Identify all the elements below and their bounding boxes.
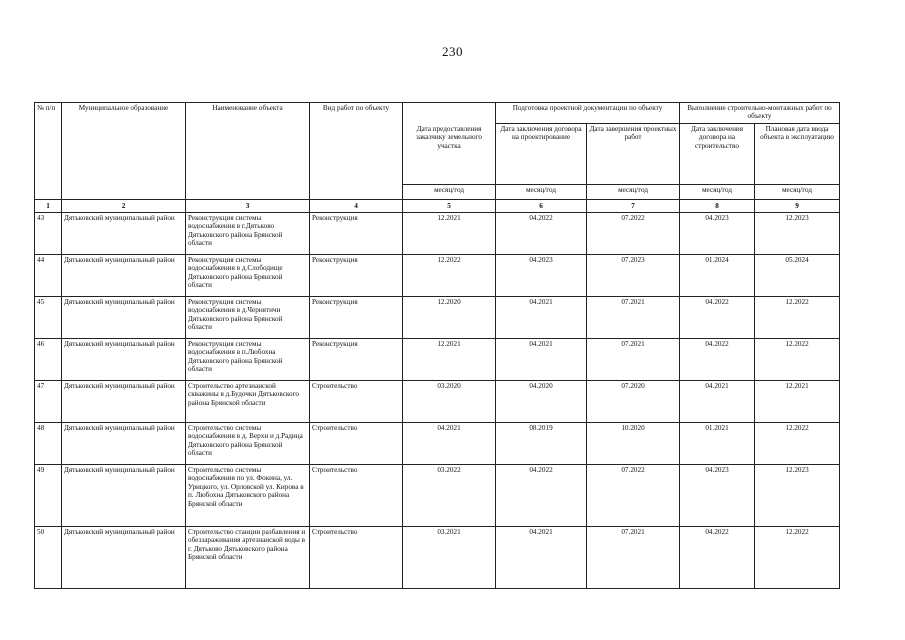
page-number: 230 xyxy=(442,44,463,59)
commission-date-cell: 12.2023 xyxy=(755,213,840,255)
row-number: 50 xyxy=(35,527,62,589)
object-name-cell: Строительство станции разбавления и обеззараживания артезианской воды в г. Дятьково Дятьковского района Брянской области xyxy=(186,527,310,589)
table-row xyxy=(35,527,840,589)
design-contract-date-cell: 04.2020 xyxy=(496,381,587,423)
header-design-group: Подготовка проектной документации по объекту xyxy=(496,103,680,124)
construction-contract-date-cell: 01.2024 xyxy=(680,255,755,297)
column-number: 7 xyxy=(587,200,680,213)
header-commission: Плановая дата ввода объекта в эксплуатацию xyxy=(755,124,840,185)
commission-date-cell: 12.2022 xyxy=(755,297,840,339)
row-number: 45 xyxy=(35,297,62,339)
table-row xyxy=(35,255,840,297)
land-date-cell: 03.2021 xyxy=(403,527,496,589)
header-object-name: Наименование объекта xyxy=(186,103,310,200)
object-name-cell: Реконструкция системы водоснабжения в г.Дятьково Дятьковского района Брянской области xyxy=(186,213,310,255)
land-date-cell: 03.2020 xyxy=(403,381,496,423)
schedule-table xyxy=(34,102,840,589)
design-done-date-cell: 07.2021 xyxy=(587,339,680,381)
land-date-cell: 12.2021 xyxy=(403,339,496,381)
row-number: 46 xyxy=(35,339,62,381)
header-construction-group: Выполнение строительно-монтажных работ по объекту xyxy=(680,103,840,124)
construction-contract-date-cell: 04.2022 xyxy=(680,297,755,339)
design-done-date-cell: 07.2022 xyxy=(587,465,680,527)
column-number: 4 xyxy=(310,200,403,213)
work-type-cell: Строительство xyxy=(310,527,403,589)
land-date-cell: 03.2022 xyxy=(403,465,496,527)
column-number: 2 xyxy=(62,200,186,213)
land-date-cell: 04.2021 xyxy=(403,423,496,465)
construction-contract-date-cell: 04.2023 xyxy=(680,213,755,255)
design-contract-date-cell: 04.2022 xyxy=(496,465,587,527)
work-type-cell: Строительство xyxy=(310,381,403,423)
design-done-date-cell: 07.2022 xyxy=(587,213,680,255)
land-date-cell: 12.2022 xyxy=(403,255,496,297)
row-number: 44 xyxy=(35,255,62,297)
municipality-cell: Дятьковский муниципальный район xyxy=(62,465,186,527)
header-num: № п/п xyxy=(35,103,62,200)
column-number: 9 xyxy=(755,200,840,213)
work-type-cell: Реконструкция xyxy=(310,213,403,255)
units-label: месяц/год xyxy=(496,185,587,200)
design-done-date-cell: 07.2023 xyxy=(587,255,680,297)
object-name-cell: Строительство системы водоснабжения в д. Верхи и д.Радица Дятьковского района Брянской области xyxy=(186,423,310,465)
header-municipality: Муниципальное образование xyxy=(62,103,186,200)
table-header xyxy=(35,103,840,213)
table-body xyxy=(35,213,840,589)
commission-date-cell: 12.2021 xyxy=(755,381,840,423)
municipality-cell: Дятьковский муниципальный район xyxy=(62,423,186,465)
object-name-cell: Строительство артезианской скважины в д.Будочки Дятьковского района Брянской области xyxy=(186,381,310,423)
commission-date-cell: 05.2024 xyxy=(755,255,840,297)
work-type-cell: Реконструкция xyxy=(310,255,403,297)
units-label: месяц/год xyxy=(680,185,755,200)
column-number: 1 xyxy=(35,200,62,213)
work-type-cell: Строительство xyxy=(310,423,403,465)
construction-contract-date-cell: 04.2022 xyxy=(680,339,755,381)
municipality-cell: Дятьковский муниципальный район xyxy=(62,527,186,589)
column-number: 5 xyxy=(403,200,496,213)
column-number: 8 xyxy=(680,200,755,213)
commission-date-cell: 12.2022 xyxy=(755,339,840,381)
construction-contract-date-cell: 04.2023 xyxy=(680,465,755,527)
work-type-cell: Реконструкция xyxy=(310,297,403,339)
municipality-cell: Дятьковский муниципальный район xyxy=(62,297,186,339)
object-name-cell: Реконструкция системы водоснабжения в п.Любохна Дятьковского района Брянской области xyxy=(186,339,310,381)
work-type-cell: Строительство xyxy=(310,465,403,527)
land-date-cell: 12.2021 xyxy=(403,213,496,255)
table-row xyxy=(35,381,840,423)
construction-contract-date-cell: 04.2022 xyxy=(680,527,755,589)
design-done-date-cell: 07.2021 xyxy=(587,297,680,339)
design-contract-date-cell: 04.2022 xyxy=(496,213,587,255)
header-construction-contract: Дата заключения договора на строительство xyxy=(680,124,755,185)
table-row xyxy=(35,339,840,381)
column-number: 6 xyxy=(496,200,587,213)
construction-contract-date-cell: 04.2021 xyxy=(680,381,755,423)
row-number: 49 xyxy=(35,465,62,527)
municipality-cell: Дятьковский муниципальный район xyxy=(62,339,186,381)
municipality-cell: Дятьковский муниципальный район xyxy=(62,255,186,297)
table-row xyxy=(35,465,840,527)
municipality-cell: Дятьковский муниципальный район xyxy=(62,213,186,255)
commission-date-cell: 12.2023 xyxy=(755,465,840,527)
design-done-date-cell: 07.2020 xyxy=(587,381,680,423)
municipality-cell: Дятьковский муниципальный район xyxy=(62,381,186,423)
work-type-cell: Реконструкция xyxy=(310,339,403,381)
design-contract-date-cell: 04.2021 xyxy=(496,297,587,339)
object-name-cell: Реконструкция системы водоснабжения в д.Слободище Дятьковского района Брянской области xyxy=(186,255,310,297)
commission-date-cell: 12.2022 xyxy=(755,423,840,465)
construction-contract-date-cell: 01.2021 xyxy=(680,423,755,465)
row-number: 43 xyxy=(35,213,62,255)
land-date-cell: 12.2020 xyxy=(403,297,496,339)
design-done-date-cell: 10.2020 xyxy=(587,423,680,465)
header-design-done: Дата завершения проектных работ xyxy=(587,124,680,185)
row-number: 47 xyxy=(35,381,62,423)
design-contract-date-cell: 04.2021 xyxy=(496,527,587,589)
design-contract-date-cell: 08.2019 xyxy=(496,423,587,465)
row-number: 48 xyxy=(35,423,62,465)
column-number: 3 xyxy=(186,200,310,213)
header-design-contract: Дата заключения договора на проектирование xyxy=(496,124,587,185)
object-name-cell: Реконструкция системы водоснабжения в д.Чернятичи Дятьковского района Брянской области xyxy=(186,297,310,339)
commission-date-cell: 12.2022 xyxy=(755,527,840,589)
header-work-type: Вид работ по объекту xyxy=(310,103,403,200)
column-number-row xyxy=(35,200,840,213)
table-row xyxy=(35,213,840,255)
units-label: месяц/год xyxy=(755,185,840,200)
table-row xyxy=(35,423,840,465)
table-row xyxy=(35,297,840,339)
units-label: месяц/год xyxy=(587,185,680,200)
design-contract-date-cell: 04.2023 xyxy=(496,255,587,297)
units-label: месяц/год xyxy=(403,185,496,200)
object-name-cell: Строительство системы водоснабжения по ул. Фокина, ул. Урицкого, ул. Орловской ул. Кирова в п. Любохна Дятьковского района Брянской области xyxy=(186,465,310,527)
header-land-date: Дата предоставления заказчику земельного участка xyxy=(403,103,496,185)
design-done-date-cell: 07.2021 xyxy=(587,527,680,589)
design-contract-date-cell: 04.2021 xyxy=(496,339,587,381)
